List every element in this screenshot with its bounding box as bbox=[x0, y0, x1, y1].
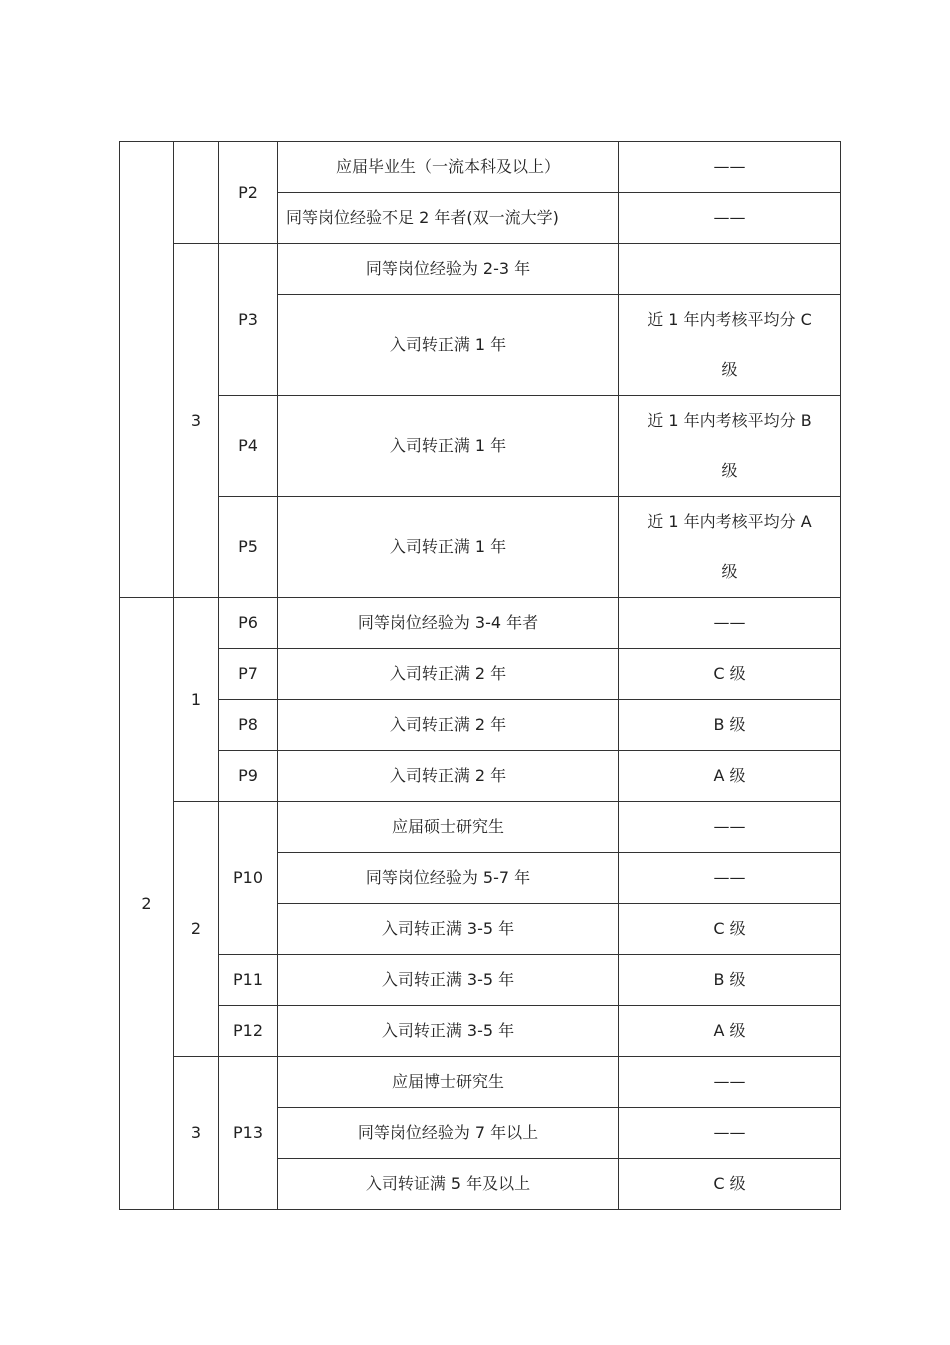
assessment-cell: C 级 bbox=[619, 904, 841, 955]
assessment-line: 级 bbox=[721, 562, 738, 581]
assessment-cell: A 级 bbox=[619, 1006, 841, 1057]
assessment-line: 级 bbox=[721, 360, 738, 379]
assessment-cell: C 级 bbox=[619, 649, 841, 700]
grade-cell: P5 bbox=[219, 497, 278, 598]
requirement-cell: 入司转正满 1 年 bbox=[278, 396, 619, 497]
requirement-cell: 应届硕士研究生 bbox=[278, 802, 619, 853]
assessment-cell: —— bbox=[619, 193, 841, 244]
requirement-cell: 入司转正满 3-5 年 bbox=[278, 1006, 619, 1057]
table-row bbox=[120, 1057, 841, 1108]
assessment-cell: B 级 bbox=[619, 955, 841, 1006]
requirement-cell: 应届毕业生（一流本科及以上） bbox=[278, 142, 619, 193]
grade-requirements-table bbox=[119, 141, 841, 1210]
requirement-cell: 入司转证满 5 年及以上 bbox=[278, 1159, 619, 1210]
level-cell: 2 bbox=[120, 598, 174, 1210]
assessment-cell: —— bbox=[619, 142, 841, 193]
requirement-cell: 同等岗位经验为 7 年以上 bbox=[278, 1108, 619, 1159]
requirement-cell: 同等岗位经验为 3-4 年者 bbox=[278, 598, 619, 649]
grade-cell: P2 bbox=[219, 142, 278, 244]
requirement-cell bbox=[278, 193, 619, 244]
tier-cell: 2 bbox=[174, 802, 219, 1057]
grade-cell: P3 bbox=[219, 244, 278, 396]
requirement-cell: 入司转正满 2 年 bbox=[278, 751, 619, 802]
grade-cell: P8 bbox=[219, 700, 278, 751]
assessment-cell bbox=[619, 244, 841, 295]
grade-cell: P13 bbox=[219, 1057, 278, 1210]
requirement-cell: 入司转正满 3-5 年 bbox=[278, 955, 619, 1006]
assessment-line: 近 1 年内考核平均分 B bbox=[647, 411, 812, 430]
table-row bbox=[120, 1006, 841, 1057]
table-row bbox=[120, 497, 841, 598]
requirement-cell: 入司转正满 1 年 bbox=[278, 295, 619, 396]
tier-cell: 3 bbox=[174, 1057, 219, 1210]
assessment-cell: B 级 bbox=[619, 700, 841, 751]
assessment-line: 级 bbox=[721, 461, 738, 480]
table-row bbox=[120, 396, 841, 497]
grade-cell: P12 bbox=[219, 1006, 278, 1057]
table-row bbox=[120, 802, 841, 853]
table-row bbox=[120, 700, 841, 751]
requirement-cell: 入司转正满 2 年 bbox=[278, 649, 619, 700]
grade-cell: P11 bbox=[219, 955, 278, 1006]
assessment-cell bbox=[619, 295, 841, 396]
requirement-cell: 入司转正满 1 年 bbox=[278, 497, 619, 598]
grade-cell: P4 bbox=[219, 396, 278, 497]
requirement-cell: 同等岗位经验为 5-7 年 bbox=[278, 853, 619, 904]
grade-cell: P9 bbox=[219, 751, 278, 802]
assessment-line: 近 1 年内考核平均分 C bbox=[647, 310, 812, 329]
tier-cell bbox=[174, 142, 219, 244]
table-row bbox=[120, 649, 841, 700]
assessment-line: 近 1 年内考核平均分 A bbox=[647, 512, 812, 531]
assessment-cell: —— bbox=[619, 1057, 841, 1108]
table-row bbox=[120, 244, 841, 295]
table-row bbox=[120, 142, 841, 193]
table-row bbox=[120, 751, 841, 802]
table-row bbox=[120, 598, 841, 649]
requirement-cell: 入司转正满 3-5 年 bbox=[278, 904, 619, 955]
assessment-cell: —— bbox=[619, 598, 841, 649]
grade-cell: P6 bbox=[219, 598, 278, 649]
assessment-cell: —— bbox=[619, 1108, 841, 1159]
tier-cell: 1 bbox=[174, 598, 219, 802]
requirement-cell: 应届博士研究生 bbox=[278, 1057, 619, 1108]
assessment-cell bbox=[619, 396, 841, 497]
assessment-cell bbox=[619, 497, 841, 598]
requirement-cell: 入司转正满 2 年 bbox=[278, 700, 619, 751]
assessment-cell: C 级 bbox=[619, 1159, 841, 1210]
requirement-cell: 同等岗位经验为 2-3 年 bbox=[278, 244, 619, 295]
tier-cell: 3 bbox=[174, 244, 219, 598]
assessment-cell: —— bbox=[619, 853, 841, 904]
level-cell bbox=[120, 142, 174, 598]
grade-cell: P10 bbox=[219, 802, 278, 955]
assessment-cell: A 级 bbox=[619, 751, 841, 802]
requirement-text: 同等岗位经验不足 2 年者(双一流大学) bbox=[286, 208, 559, 227]
assessment-cell: —— bbox=[619, 802, 841, 853]
grade-cell: P7 bbox=[219, 649, 278, 700]
table-row bbox=[120, 955, 841, 1006]
